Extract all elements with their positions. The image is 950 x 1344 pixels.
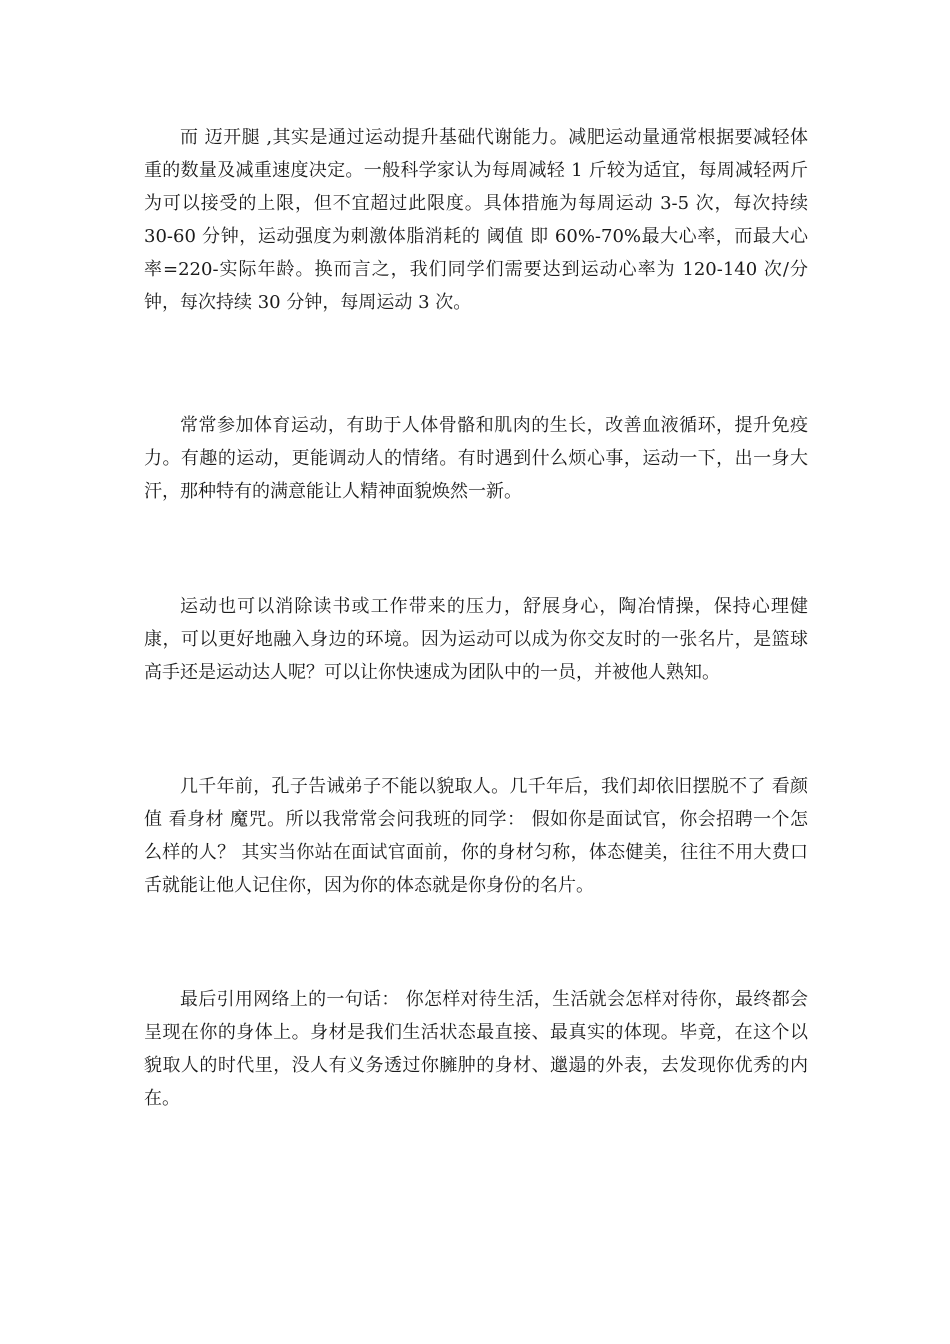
paragraph-metabolism: 而 迈开腿 ,其实是通过运动提升基础代谢能力。减肥运动量通常根据要减轻体重的数量及减重速度决定。一般科学家认为每周减轻 1 斤较为适宜，每周减轻两斤为可以接受的上限，但不宜超过此限度。具体措施为每周运动 3-5 次，每次持续 30-60 分钟，运动强度为刺激体脂消耗的 阈值 即 60%-70%最大心率，而最大心率=220-实际年龄。换而言之，我们同学们需要达到运动心率为 120-140 次/分钟，每次持续 30 分钟，每周运动 3 次。	[144, 127, 808, 313]
paragraph-conclusion: 最后引用网络上的一句话： 你怎样对待生活，生活就会怎样对待你，最终都会呈现在你的身体上。身材是我们生活状态最直接、最真实的体现。毕竟，在这个以貌取人的时代里，没人有义务透过你臃肿的身材、邋遢的外表，去发现你优秀的内在。	[144, 989, 808, 1109]
paragraph-stress-relief: 运动也可以消除读书或工作带来的压力，舒展身心，陶冶情操，保持心理健康，可以更好地融入身边的环境。因为运动可以成为你交友时的一张名片，是篮球高手还是运动达人呢？可以让你快速成为团队中的一员，并被他人熟知。	[144, 596, 808, 683]
paragraph-appearance: 几千年前，孔子告诫弟子不能以貌取人。几千年后，我们却依旧摆脱不了 看颜值 看身材 魔咒。所以我常常会问我班的同学： 假如你是面试官，你会招聘一个怎么样的人？ 其实当你站在面试官面前，你的身材匀称，体态健美，往往不用大费口舌就能让他人记住你，因为你的体态就是你身份的名片。	[144, 776, 808, 896]
paragraph-health-benefits: 常常参加体育运动，有助于人体骨骼和肌肉的生长，改善血液循环，提升免疫力。有趣的运动，更能调动人的情绪。有时遇到什么烦心事，运动一下，出一身大汗，那种特有的满意能让人精神面貌焕然一新。	[144, 415, 808, 502]
